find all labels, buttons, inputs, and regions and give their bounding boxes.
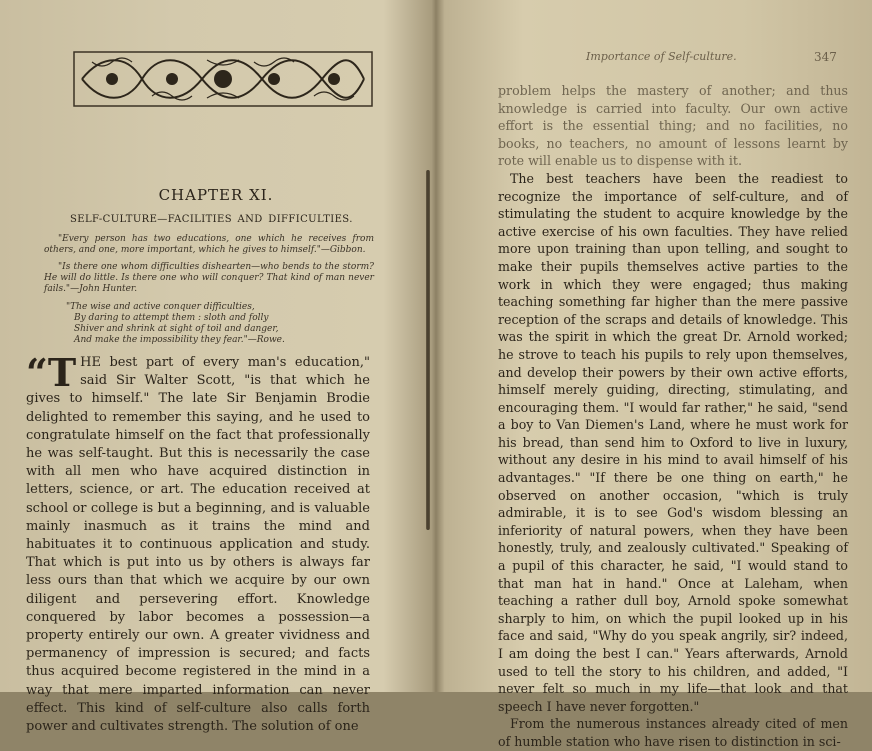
verse-line: And make the impossibility they fear."—Rowe. [74,335,285,345]
chapter-subtitle: SELF-CULTURE—FACILITIES AND DIFFICULTIES. [70,214,353,225]
epigraph-text: "Is there one whom difficulties dishearten—who bends to the storm? He will do little. Is there one who will conquer? That kind of man never fails."—John Hunter. [44,262,374,294]
body-paragraph: The best teachers have been the readiest to recognize the importance of self-culture, and of stimulating the student to acquire knowledge by the active exercise of his own faculties. They have relied more upon training than upon telling, and sought to make their pupils themselves active parties to the work in which they were engaged; thus making teaching something far higher than the mere passive reception of the scraps and details of knowledge. This was the spirit in which the great Dr. Arnold worked; he strove to teach his pupils to rely upon themselves, and develop their powers by their own active efforts, himself merely guiding, directing, stimulating, and encouraging them. "I would far rather," he said, "send a boy to Van Diemen's Land, where he must work for his bread, than send him to Oxford to live in luxury, without any desire in his mind to avail himself of his advantages." "If there be one thing on earth," he observed on another occasion, "which is truly admirable, it is to see God's wisdom blessing an inferiority of natural powers, when they have been honestly, truly, and zealously cultivated." Speaking of a pupil of this character, he said, "I would stand to that man hat in hand." Once at Laleham, when teaching a rather dull boy, Arnold spoke somewhat sharply to him, on which the pupil looked up in his face and said, "Why do you speak angrily, sir? indeed, I am doing the best I can." Years afterwards, Arnold used to tell the story to his children, and added, "I never felt so much in my life—that look and that speech I have never forgotten." [498,170,848,714]
decorative-headpiece-ornament [72,48,374,110]
epigraph-hunter [44,262,374,295]
right-body-text [498,82,848,751]
running-head: Importance of Self-culture. [586,50,737,63]
verse-line: By daring to attempt them : sloth and folly [74,313,269,323]
epigraph-gibbon [44,234,374,256]
verse-line: Shiver and shrink at sight of toil and danger, [74,324,279,334]
body-paragraph: HE best part of every man's education," said Sir Walter Scott, "is that which he gives to himself." The late Sir Benjamin Brodie delighted to remember this saying, and he used to congratulate himself on the fact that professionally he was self-taught. But this is necessarily the case with all men who have acquired distinction in letters, science, or art. The education received at school or college is but a beginning, and is valuable mainly inasmuch as it trains the mind and habituates it to continuous application and study. That which is put into us by others is always far less ours than that which we acquire by our own diligent and persevering effort. Knowledge conquered by labor becomes a possession—a property entirely our own. A greater vividness and permanency of impression is secured; and facts thus acquired become registered in the mind in a way that mere imparted information can never effect. This kind of self-culture also calls forth power and cultivates strength. The solution of one [26,355,370,735]
book-spine-gutter [426,170,430,530]
body-paragraph: problem helps the mastery of another; and thus knowledge is carried into faculty. Our own active effort is the essential thing; and no facilities, no books, no teachers, no amount of lessons learnt by rote will enable us to dispense with it. [498,83,848,169]
epigraph-rowe [66,302,366,346]
body-paragraph: From the numerous instances already cited of men of humble station who have risen to distinction in sci- [498,716,848,749]
page-number: 347 [814,50,837,64]
verse-line: "The wise and active conquer difficulties, [66,302,255,312]
right-page [438,0,872,749]
chapter-title: CHAPTER XI. [158,186,274,204]
left-page [0,0,432,735]
left-body-text [26,350,370,736]
drop-cap: “T [26,350,77,395]
epigraph-text: "Every person has two educations, one which he receives from others, and one, more important, which he gives to himself."—Gibbon. [44,234,374,255]
